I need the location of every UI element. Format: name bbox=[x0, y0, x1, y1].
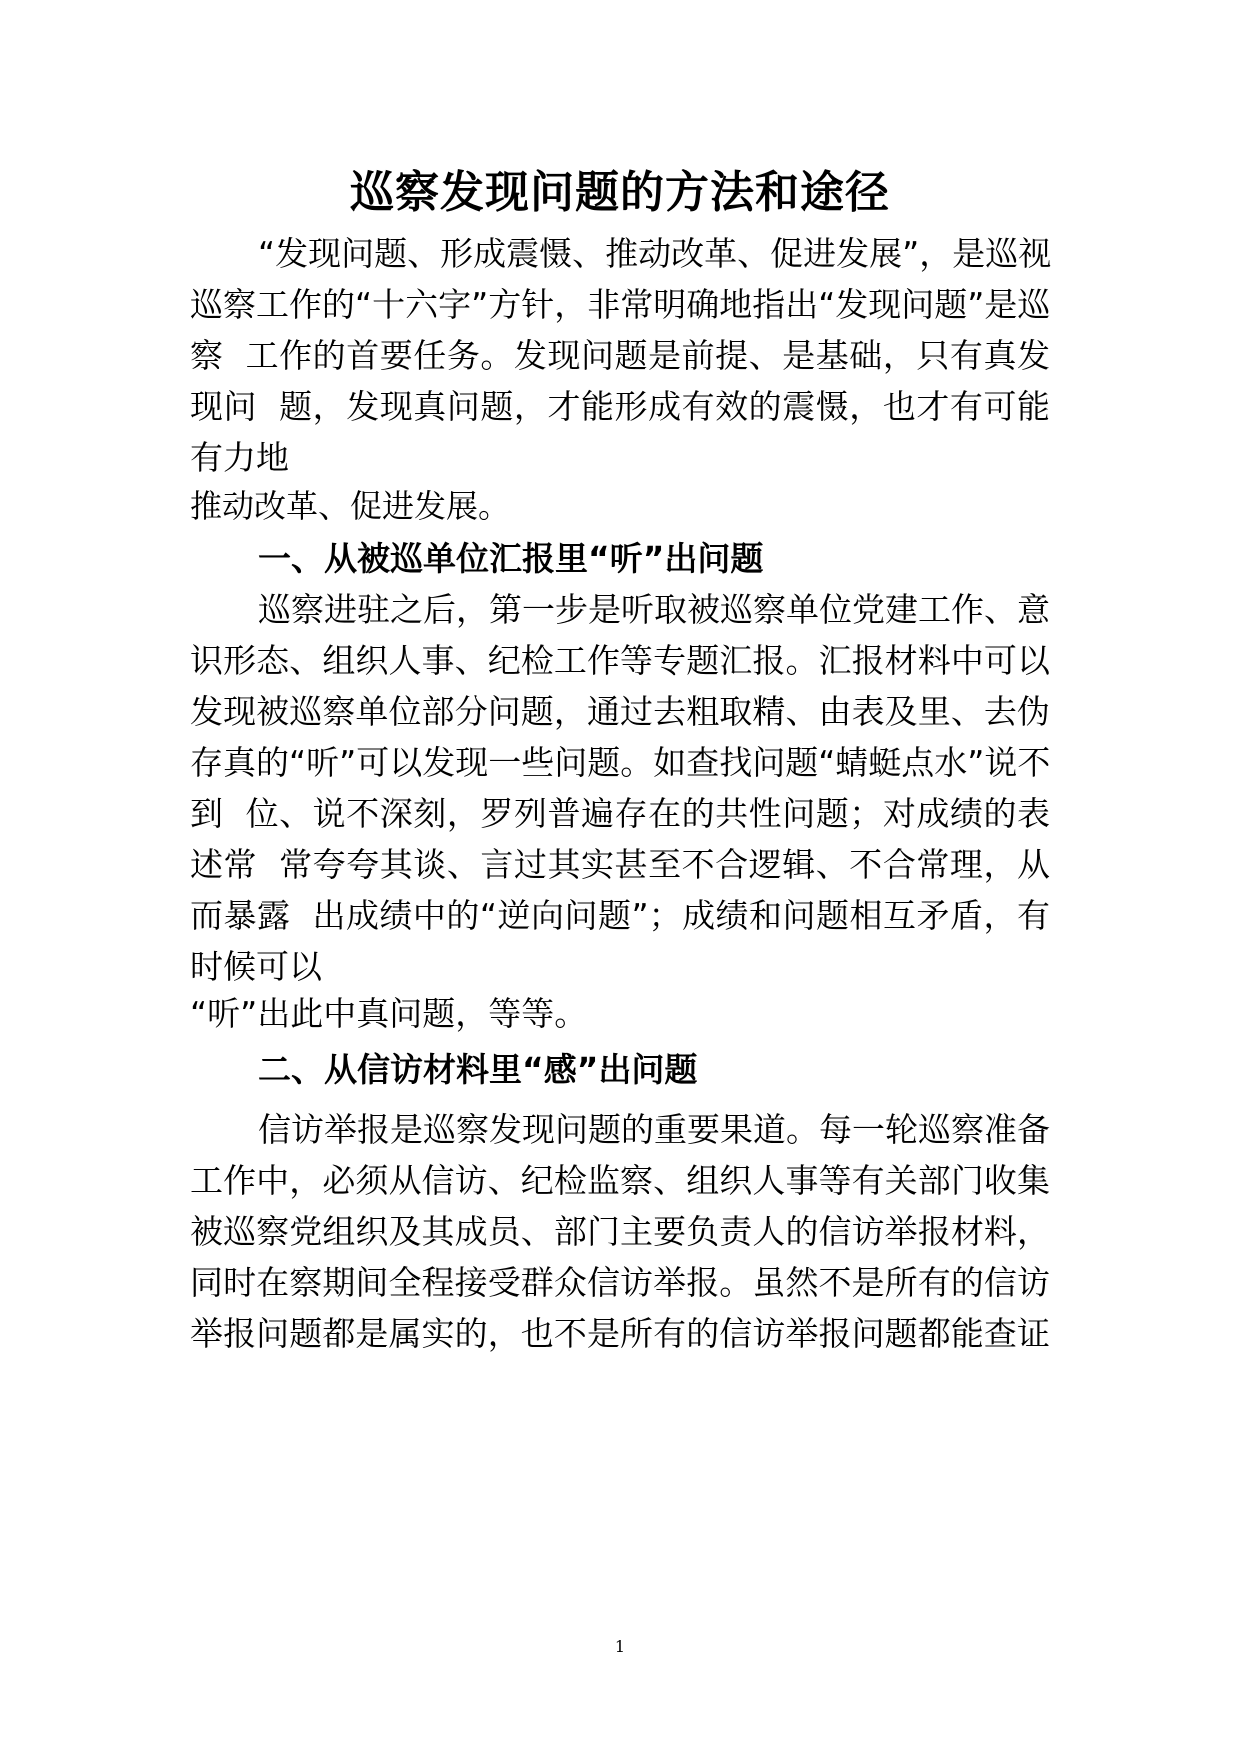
page-number: 1 bbox=[614, 1637, 626, 1656]
section-1-line-8: 时候可以 bbox=[190, 947, 322, 986]
section-1-line-4: 存真的“听”可以发现一些问题。如查找问题“蜻蜓点水”说不 bbox=[190, 743, 1051, 782]
section-1-line-3: 发现被巡察单位部分问题，通过去粗取精、由表及里、去伪 bbox=[190, 692, 1050, 731]
section-1-line-2: 识形态、组织人事、纪检工作等专题汇报。汇报材料中可以 bbox=[190, 641, 1050, 680]
section-1-line-1: 巡察进驻之后，第一步是听取被巡察单位党建工作、意 bbox=[258, 590, 1050, 629]
intro-line-3: 察 工作的首要任务。发现问题是前提、是基础，只有真发 bbox=[190, 336, 1050, 375]
section-2-line-2: 工作中，必须从信访、纪检监察、组织人事等有关部门收集 bbox=[190, 1161, 1050, 1200]
section-2-line-1: 信访举报是巡察发现问题的重要果道。每一轮巡察准备 bbox=[258, 1110, 1050, 1149]
section-2-line-5: 举报问题都是属实的，也不是所有的信访举报问题都能查证 bbox=[190, 1314, 1050, 1353]
document-title: 巡察发现问题的方法和途径 bbox=[350, 167, 890, 218]
intro-line-6: 推动改革、促进发展。 bbox=[190, 487, 511, 525]
section-1-heading: 一、从被巡单位汇报里“听”出问题 bbox=[258, 539, 764, 578]
intro-line-1: “发现问题、形成震慑、推动改革、促进发展”，是巡视 bbox=[258, 234, 1052, 273]
section-1-line-5: 到 位、说不深刻，罗列普遍存在的共性问题；对成绩的表 bbox=[190, 794, 1050, 833]
section-1-line-7: 而暴露 出成绩中的“逆向问题”；成绩和问题相互矛盾，有 bbox=[190, 896, 1050, 935]
section-2-line-3: 被巡察党组织及其成员、部门主要负责人的信访举报材料， bbox=[190, 1212, 1050, 1251]
section-2-line-4: 同时在察期间全程接受群众信访举报。虽然不是所有的信访 bbox=[190, 1263, 1050, 1302]
intro-line-4: 现问 题，发现真问题，才能形成有效的震慑，也才有可能 bbox=[190, 387, 1050, 426]
section-2-heading: 二、从信访材料里“感”出问题 bbox=[258, 1050, 698, 1089]
section-1-line-9: “听”出此中真问题，等等。 bbox=[190, 994, 588, 1033]
intro-line-5: 有力地 bbox=[190, 438, 289, 477]
section-1-line-6: 述常 常夸夸其谈、言过其实甚至不合逻辑、不合常理，从 bbox=[190, 845, 1050, 884]
intro-line-2: 巡察工作的“十六字”方针，非常明确地指出“发现问题”是巡 bbox=[190, 285, 1051, 324]
